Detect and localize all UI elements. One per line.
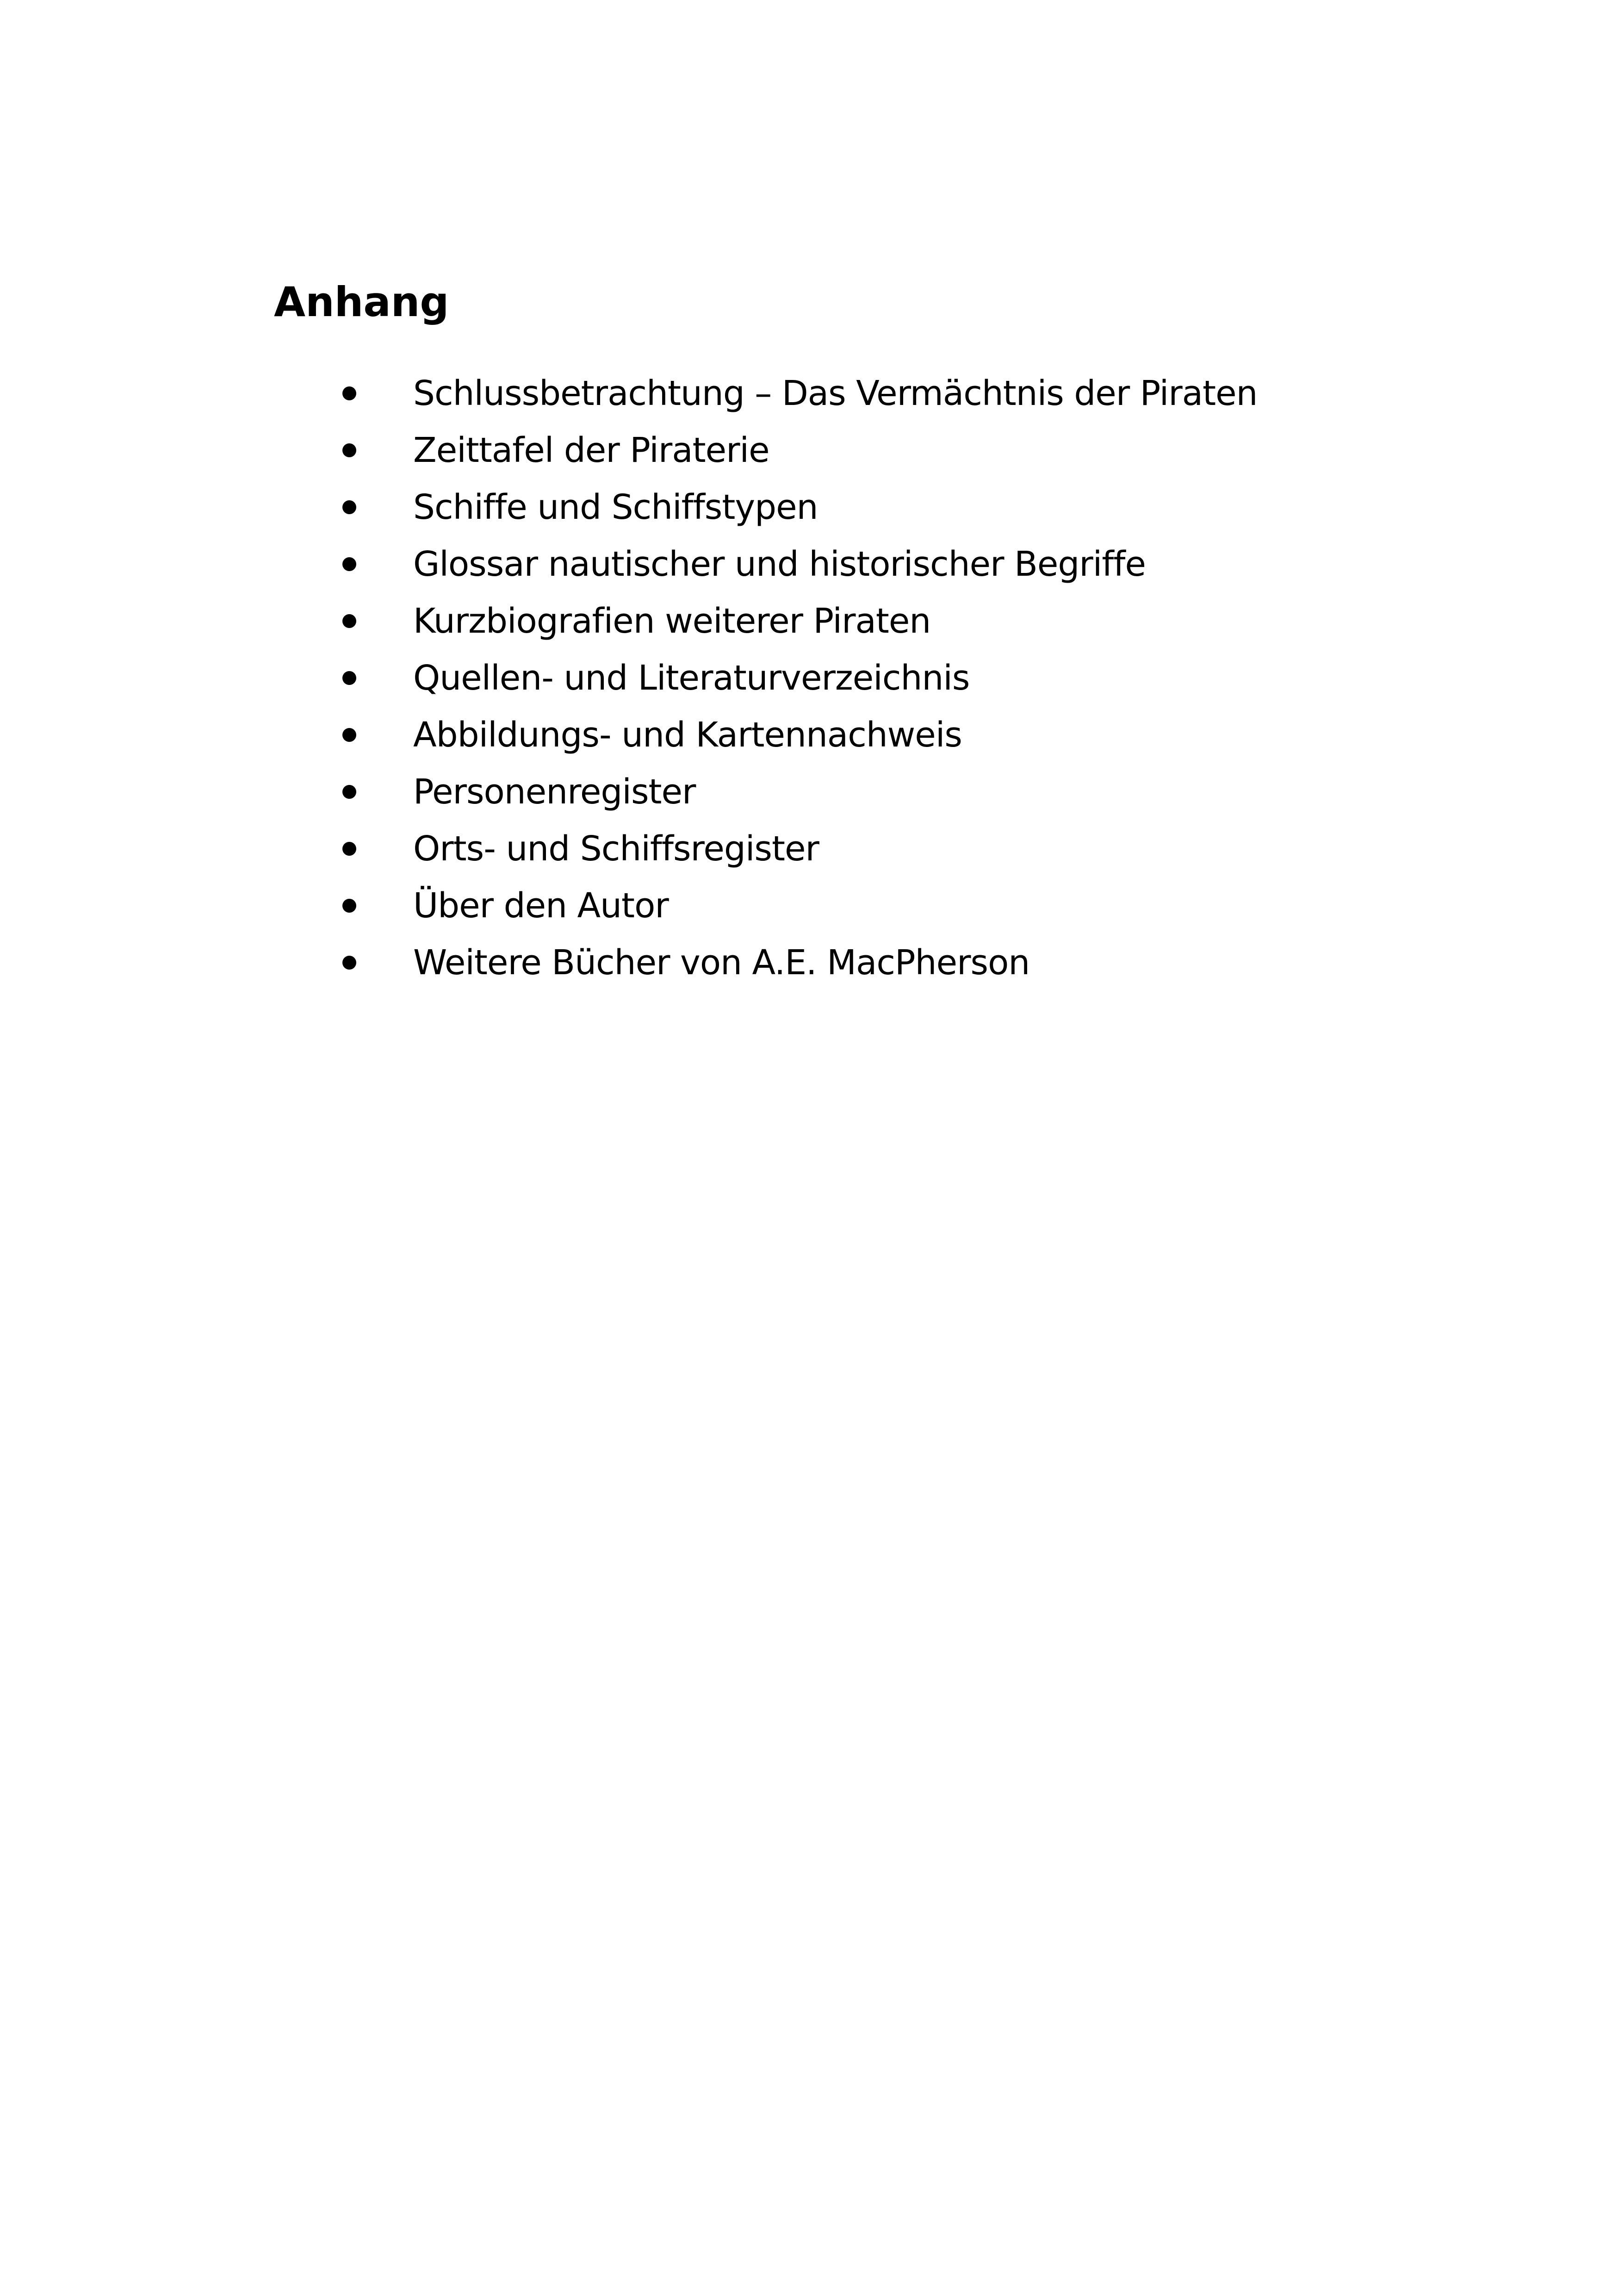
list-item xyxy=(0,652,1388,709)
list-item xyxy=(0,538,1388,595)
list-item-text: Personenregister xyxy=(413,772,696,812)
bullet-dot-icon xyxy=(342,671,356,685)
list-item xyxy=(0,709,1388,766)
list-item xyxy=(0,481,1388,538)
list-item-text: Weitere Bücher von A.E. MacPherson xyxy=(413,943,1030,983)
list-item xyxy=(0,424,1388,481)
bullet-dot-icon xyxy=(342,614,356,628)
appendix-list xyxy=(0,367,1388,994)
list-item-text: Glossar nautischer und historischer Begriffe xyxy=(413,544,1146,584)
list-item xyxy=(0,880,1388,937)
list-item xyxy=(0,823,1388,880)
list-item-text: Orts- und Schiffsregister xyxy=(413,829,819,869)
list-item-text: Zeittafel der Piraterie xyxy=(413,430,769,470)
bullet-dot-icon xyxy=(342,842,356,856)
bullet-dot-icon xyxy=(342,785,356,799)
list-item-text: Quellen- und Literaturverzeichnis xyxy=(413,658,970,698)
list-item-text: Kurzbiografien weiterer Piraten xyxy=(413,601,931,641)
list-item xyxy=(0,595,1388,652)
list-item-text: Abbildungs- und Kartennachweis xyxy=(413,715,962,755)
list-item xyxy=(0,937,1388,994)
bullet-dot-icon xyxy=(342,728,356,742)
list-item-text: Schiffe und Schiffstypen xyxy=(413,487,818,527)
bullet-dot-icon xyxy=(342,443,356,457)
bullet-dot-icon xyxy=(342,899,356,913)
bullet-dot-icon xyxy=(342,386,356,400)
list-item xyxy=(0,367,1388,424)
list-item-text: Schlussbetrachtung – Das Vermächtnis der Piraten xyxy=(413,373,1258,413)
list-item xyxy=(0,766,1388,823)
list-item-text: Über den Autor xyxy=(413,886,669,926)
bullet-dot-icon xyxy=(342,500,356,514)
bullet-dot-icon xyxy=(342,557,356,571)
section-heading: Anhang xyxy=(274,278,449,326)
bullet-dot-icon xyxy=(342,956,356,970)
